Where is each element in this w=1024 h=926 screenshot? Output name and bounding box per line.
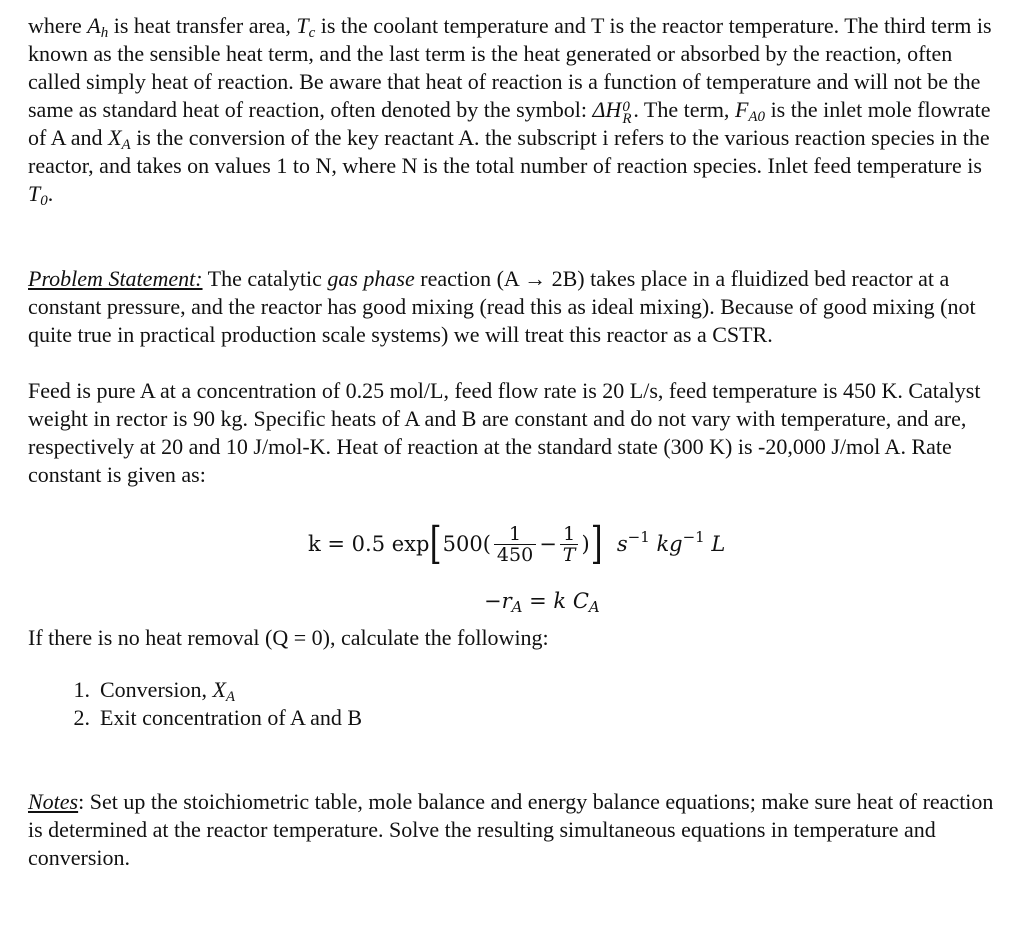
close-paren: ) [581, 532, 590, 556]
close-bracket: ] [590, 518, 603, 569]
document-page [28, 12, 1004, 872]
open-bracket: [ [430, 518, 443, 569]
list-item: 1. Conversion, $X_A$ [73, 677, 236, 705]
equation-lhs: k = 0.5 exp [308, 532, 430, 556]
math-symbol-xa: $X_A$ [212, 677, 236, 705]
rate-constant-units: $s^{-1}$ $kg^{-1}$ L [616, 528, 726, 556]
text-run: . The term, [633, 97, 735, 122]
fraction-denominator: 450 [494, 544, 536, 565]
equation-coefficient: 500( [442, 532, 491, 556]
text-run: where [28, 13, 88, 38]
text-run: reaction (A → 2B) takes place in a fluidized bed reactor at a constant pressure, and the reactor has good mixing (read this as ideal mixing). Because of good mixing (not quite true in practical production scale systems) we will treat this reactor as a CSTR. [28, 266, 976, 347]
text-run: : Set up the stoichiometric table, mole balance and energy balance equations; make sure heat of reaction is determined at the reactor temperature. Solve the resulting simultaneous equations in temperature and conversion. [28, 789, 994, 870]
text-run: is the conversion of the key reactant A. the subscript i refers to the various reaction species in the reactor, and takes on values 1 to N, where N is the total number of reaction species. Inlet feed temperature is [28, 125, 990, 178]
minus-sign: − [539, 532, 557, 556]
math-symbol-t0: $T_0$ [28, 181, 48, 209]
question-text: If there is no heat removal (Q = 0), calculate the following: [28, 625, 549, 650]
math-symbol-xa: $X_A$ [108, 125, 131, 153]
gas-phase-emphasis: gas phase [327, 266, 415, 291]
list-item: 2. Exit concentration of A and B [73, 705, 363, 730]
paragraph-definitions [28, 12, 1004, 208]
math-symbol-fa0: $F_{A0}$ [734, 97, 766, 125]
math-symbol-tc: $T_c$ [296, 13, 316, 41]
fraction-1-over-t [560, 524, 579, 565]
fraction-1-over-450 [494, 524, 536, 565]
math-symbol-ah: $A_h$ [87, 13, 109, 41]
text-run: is the coolant temperature and T is the reactor temperature. The third term is known as the sensible heat term, and the last term is the heat generated or absorbed by the reaction, often called simply heat of reaction. Be aware that heat of reaction is a function of temperature and will not be the same as standard heat of reaction, often denoted by the symbol: [28, 13, 992, 122]
fraction-numerator: 1 [509, 522, 522, 545]
paragraph-notes [28, 788, 1004, 872]
text-run: . [47, 181, 54, 206]
problem-statement-label: Problem Statement: [28, 266, 203, 291]
text-run: is heat transfer area, [108, 13, 297, 38]
paragraph-feed-conditions: Feed is pure A at a concentration of 0.25 mol/L, feed flow rate is 20 L/s, feed temperature is 450 K. Catalyst weight in rector is 90 kg. Specific heats of A and B are constant and do not vary with temperature, and are, respectively at 20 and 10 J/mol-K. Heat of reaction at the standard state (300 K) is -20,000 J/mol A. Rate constant is given as: [28, 378, 981, 487]
notes-label: Notes [28, 789, 79, 814]
text-run: is the inlet mole flowrate of A and [28, 97, 991, 150]
equation-block [28, 489, 1004, 624]
math-symbol-delta-h-r0: ΔH 0 R [592, 97, 632, 127]
paragraph-problem-statement [28, 265, 1004, 349]
rate-constant-equation [308, 519, 725, 569]
fraction-numerator: 1 [563, 522, 576, 545]
numbered-list [28, 676, 1004, 732]
text-run: The catalytic [202, 266, 328, 291]
rate-law-equation: $-r_A = k$ $C_A$ [484, 589, 600, 616]
fraction-denominator: T [560, 544, 579, 565]
